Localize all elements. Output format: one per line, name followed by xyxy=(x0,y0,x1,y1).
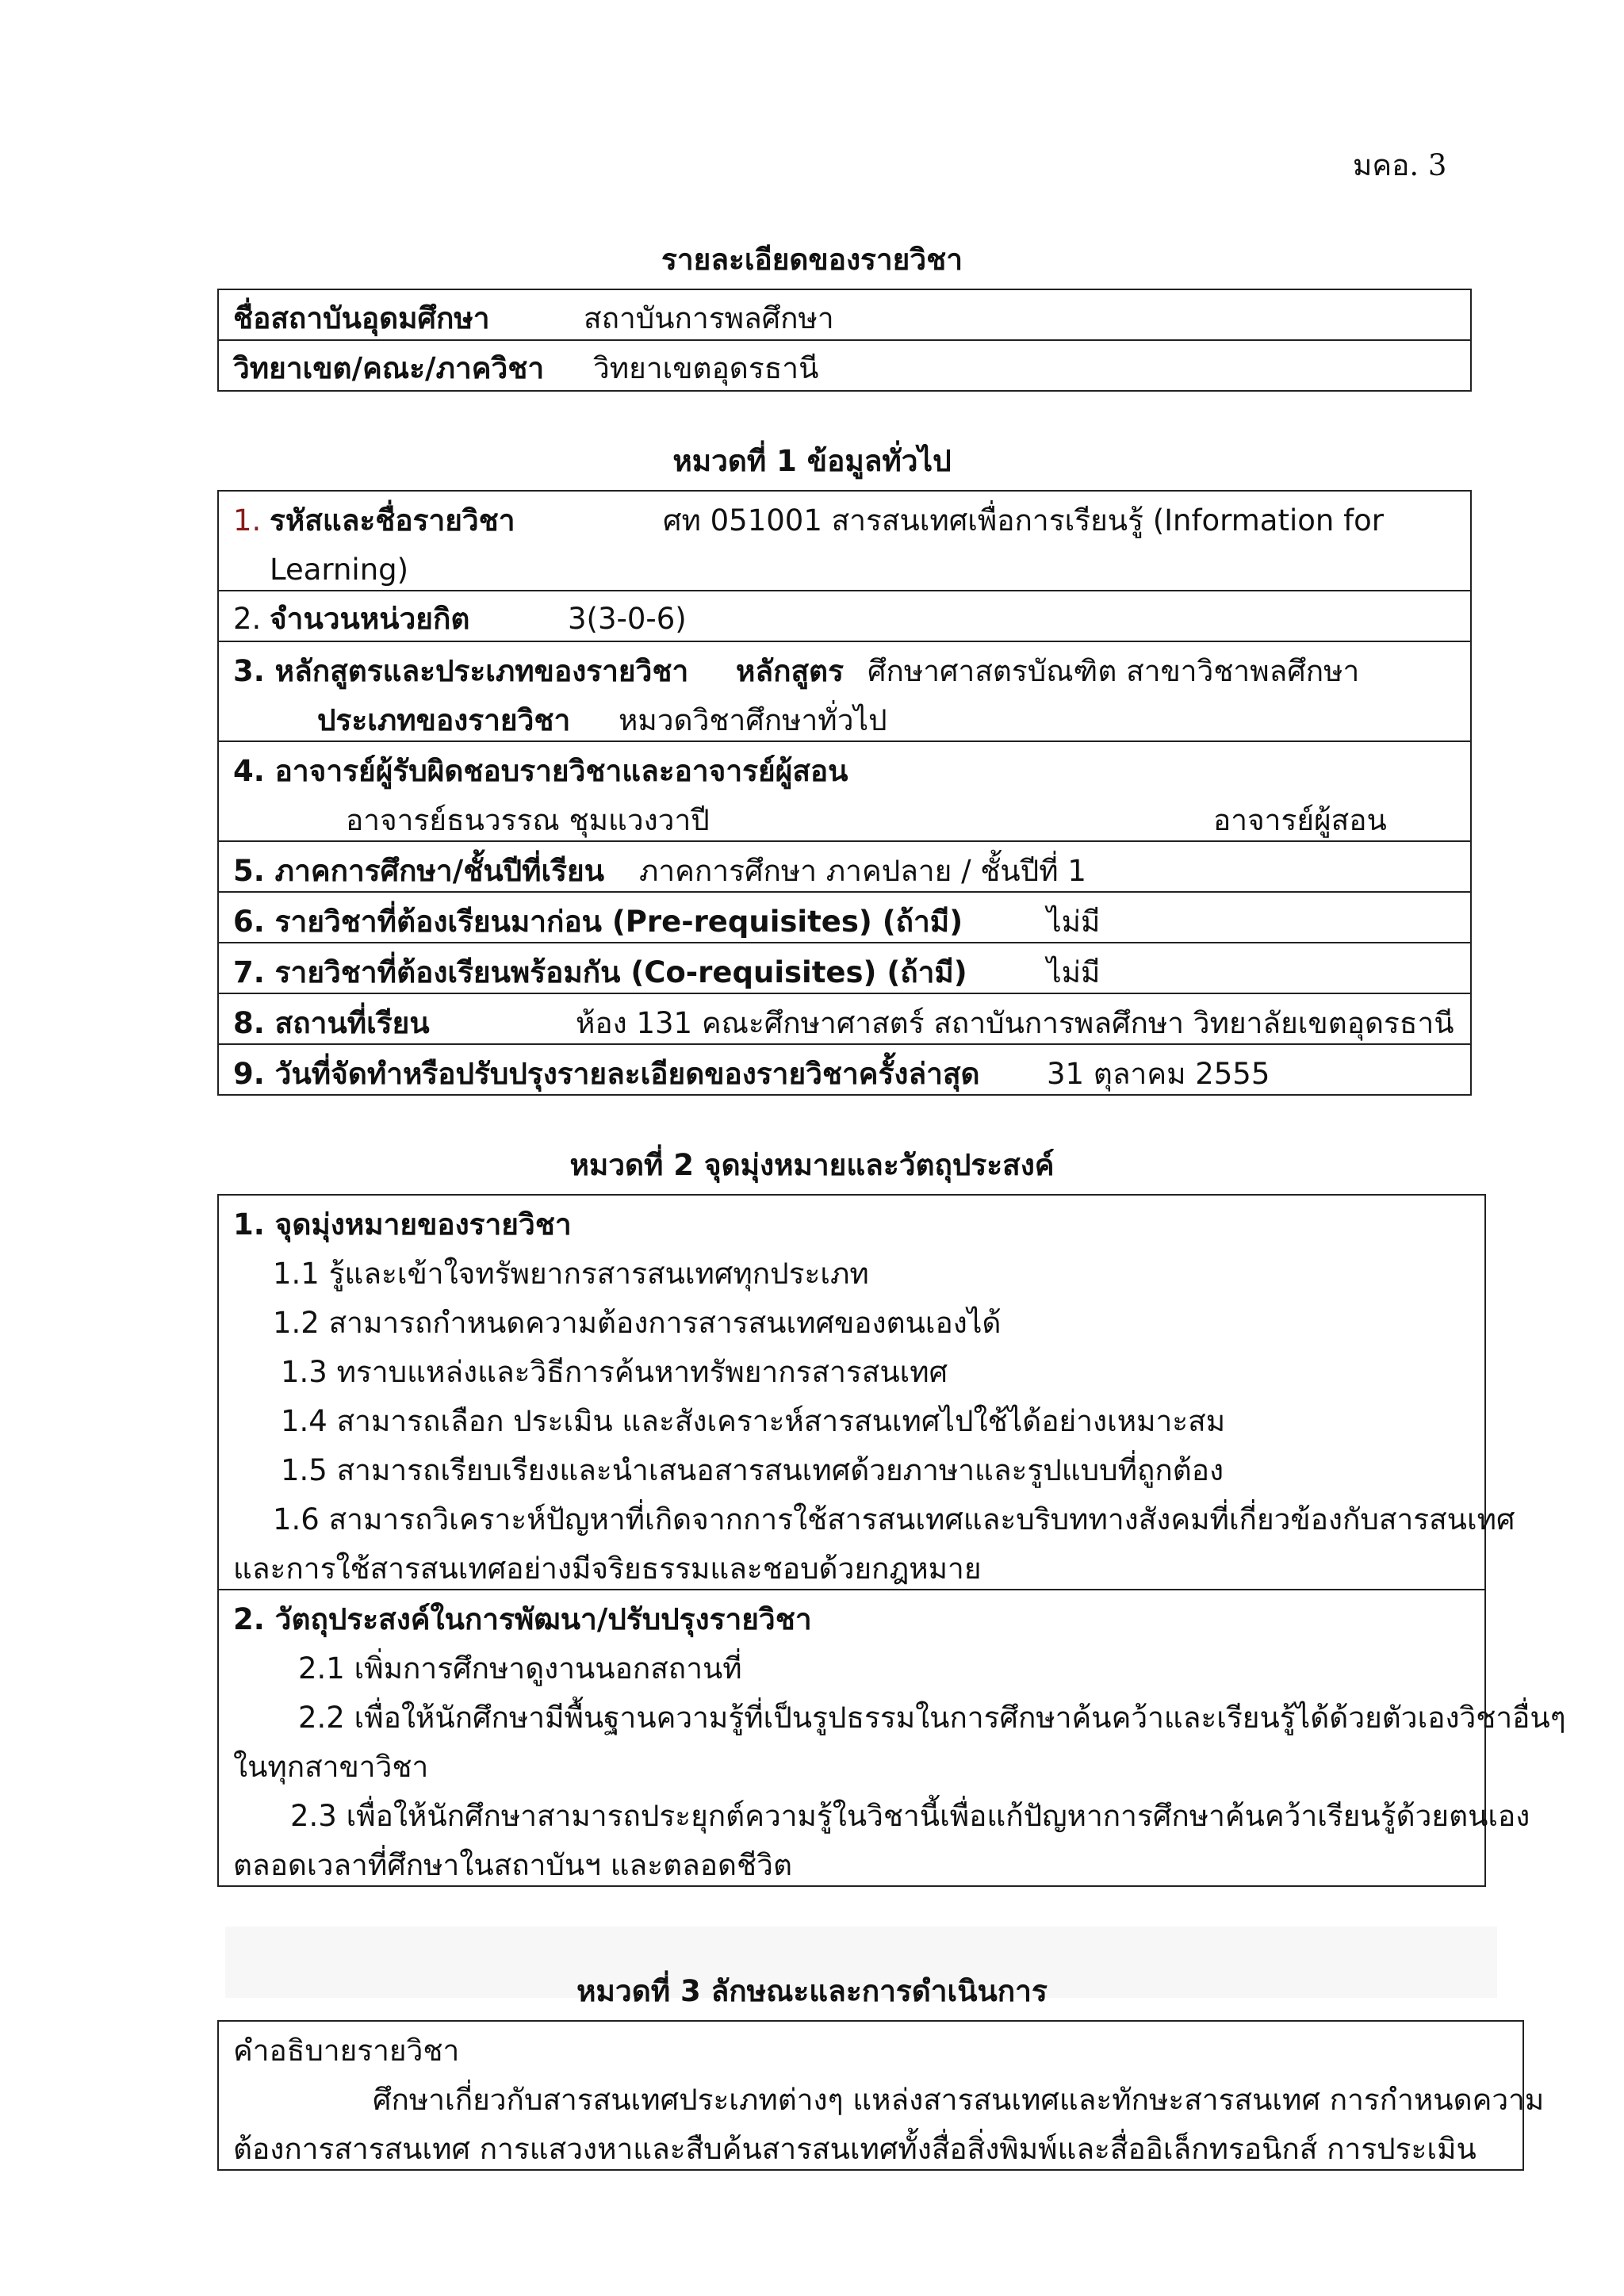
objective-item: 2.2 เพื่อให้นักศึกษามีพื้นฐานความรู้ที่เป็นรูปธรรมในการศึกษาค้นคว้าและเรียนรู้ได้ด้วยตัวเองวิชาอื่นๆ xyxy=(298,1701,1566,1735)
instructor-name: อาจารย์ธนวรรณ ชุมแวงวาปี xyxy=(346,803,710,837)
instructor-role: อาจารย์ผู้สอน xyxy=(1213,803,1387,837)
item5-value: ภาคการศึกษา ภาคปลาย / ชั้นปีที่ 1 xyxy=(639,854,1086,888)
item2-label: จำนวนหน่วยกิต xyxy=(270,602,470,636)
item1-value-continued: Learning) xyxy=(270,553,409,587)
item4-label: 4. อาจารย์ผู้รับผิดชอบรายวิชาและอาจารย์ผู้สอน xyxy=(233,754,848,788)
goal-item: 1.3 ทราบแหล่งและวิธีการค้นหาทรัพยากรสารสนเทศ xyxy=(281,1355,948,1389)
row-divider xyxy=(217,740,1472,742)
item6-label: 6. รายวิชาที่ต้องเรียนมาก่อน (Pre-requisites) (ถ้ามี) xyxy=(233,905,963,939)
goal-item: 1.5 สามารถเรียบเรียงและนำเสนอสารสนเทศด้วยภาษาและรูปแบบที่ถูกต้อง xyxy=(281,1453,1224,1487)
row-divider xyxy=(217,840,1472,842)
institution-table-divider xyxy=(217,339,1472,341)
item9-value: 31 ตุลาคม 2555 xyxy=(1047,1057,1270,1091)
goal-item: 1.2 สามารถกำหนดความต้องการสารสนเทศของตนเองได้ xyxy=(273,1306,1002,1340)
objectives-label: 2. วัตถุประสงค์ในการพัฒนา/ปรับปรุงรายวิชา xyxy=(233,1602,812,1636)
row-divider xyxy=(217,1043,1472,1045)
item9-label: 9. วันที่จัดทำหรือปรับปรุงรายละเอียดของรายวิชาครั้งล่าสุด xyxy=(233,1057,980,1091)
item8-value: ห้อง 131 คณะศึกษาศาสตร์ สถาบันการพลศึกษา วิทยาลัยเขตอุดรธานี xyxy=(576,1006,1454,1040)
campus-value: วิทยาเขตอุดรธานี xyxy=(593,351,819,385)
item7-label: 7. รายวิชาที่ต้องเรียนพร้อมกัน (Co-requisites) (ถ้ามี) xyxy=(233,955,967,989)
goal-item: 1.6 สามารถวิเคราะห์ปัญหาที่เกิดจากการใช้สารสนเทศและบริบททางสังคมที่เกี่ยวข้องกับสารสนเทศ xyxy=(273,1502,1515,1536)
item5-label: 5. ภาคการศึกษา/ชั้นปีที่เรียน xyxy=(233,854,604,888)
row-divider xyxy=(217,891,1472,893)
objective-item: 2.3 เพื่อให้นักศึกษาสามารถประยุกต์ความรู้ในวิชานี้เพื่อแก้ปัญหาการศึกษาค้นคว้าเรียนรู้ด้วยตนเอง xyxy=(290,1799,1530,1833)
item8-label: 8. สถานที่เรียน xyxy=(233,1006,430,1040)
course-type-value: หมวดวิชาศึกษาทั่วไป xyxy=(619,703,887,737)
item1-value: ศท 051001 สารสนเทศเพื่อการเรียนรู้ (Information for xyxy=(663,503,1384,538)
row-divider xyxy=(217,942,1472,943)
course-type-label: ประเภทของรายวิชา xyxy=(317,703,571,737)
row-divider xyxy=(217,993,1472,994)
description-line: ศึกษาเกี่ยวกับสารสนเทศประเภทต่างๆ แหล่งสารสนเทศและทักษะสารสนเทศ การกำหนดความ xyxy=(373,2083,1545,2117)
objective-item-continued: ในทุกสาขาวิชา xyxy=(233,1750,429,1784)
item6-value: ไม่มี xyxy=(1047,905,1101,939)
description-label: คำอธิบายรายวิชา xyxy=(233,2034,460,2068)
item2-value: 3(3-0-6) xyxy=(568,602,687,636)
goals-label: 1. จุดมุ่งหมายของรายวิชา xyxy=(233,1207,572,1242)
goal-item: 1.1 รู้และเข้าใจทรัพยากรสารสนเทศทุกประเภท xyxy=(273,1257,869,1291)
section2-heading: หมวดที่ 2 จุดมุ่งหมายและวัตถุประสงค์ xyxy=(569,1148,1055,1182)
row-divider xyxy=(217,641,1472,642)
campus-label: วิทยาเขต/คณะ/ภาควิชา xyxy=(233,351,545,385)
item3-label: 3. หลักสูตรและประเภทของรายวิชา xyxy=(233,654,689,688)
curriculum-value: ศึกษาศาสตรบัณฑิต สาขาวิชาพลศึกษา xyxy=(868,654,1360,688)
objective-item-continued: ตลอดเวลาที่ศึกษาในสถาบันฯ และตลอดชีวิต xyxy=(233,1848,792,1882)
institution-name-value: สถาบันการพลศึกษา xyxy=(584,301,834,335)
section1-heading: หมวดที่ 1 ข้อมูลทั่วไป xyxy=(672,444,952,478)
curriculum-label: หลักสูตร xyxy=(736,654,844,688)
goal-item: 1.4 สามารถเลือก ประเมิน และสังเคราะห์สารสนเทศไปใช้ได้อย่างเหมาะสม xyxy=(281,1404,1226,1438)
section3-heading: หมวดที่ 3 ลักษณะและการดำเนินการ xyxy=(576,1974,1048,2008)
institution-name-label: ชื่อสถาบันอุดมศึกษา xyxy=(233,301,490,335)
item7-value: ไม่มี xyxy=(1047,955,1101,989)
document-title: รายละเอียดของรายวิชา xyxy=(661,243,963,277)
objective-item: 2.1 เพิ่มการศึกษาดูงานนอกสถานที่ xyxy=(298,1651,742,1686)
document-code: มคอ. 3 xyxy=(1353,148,1447,182)
row-divider xyxy=(217,590,1472,591)
item1-label: รหัสและชื่อรายวิชา xyxy=(270,503,515,538)
description-line: ต้องการสารสนเทศ การแสวงหาและสืบค้นสารสนเทศทั้งสื่อสิ่งพิมพ์และสื่ออิเล็กทรอนิกส์ การประเมิน xyxy=(233,2132,1477,2166)
goals-table-divider xyxy=(217,1589,1486,1590)
item1-number: 1. xyxy=(233,503,262,538)
goal-item-continued: และการใช้สารสนเทศอย่างมีจริยธรรมและชอบด้วยกฎหมาย xyxy=(233,1552,982,1586)
item2-number: 2. xyxy=(233,602,262,636)
